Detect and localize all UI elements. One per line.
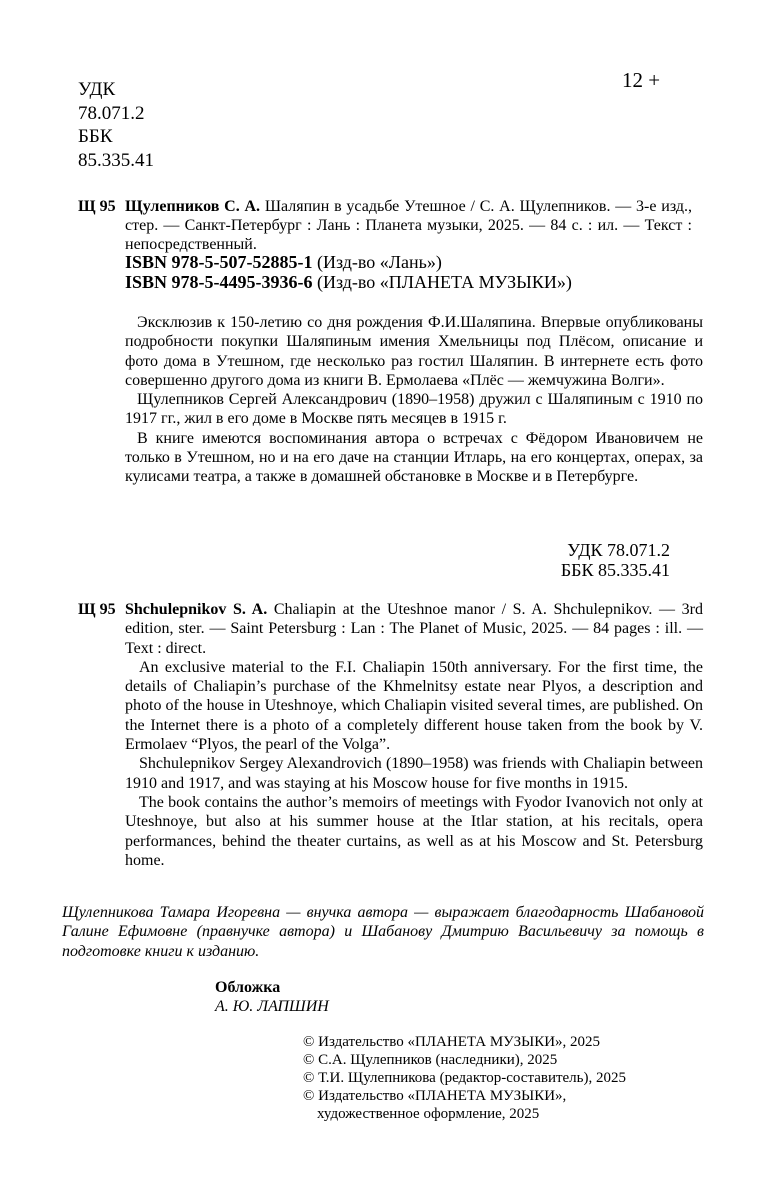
abstract-ru-paragraph: В книге имеются воспоминания автора о встречах с Фёдором Ивановичем не только в Утешном, но и на его даче на станции Итларь, на его концертах, операх, за кулисами театра, а также в домашней обстановке в Москве и в Петербурге. <box>125 429 703 486</box>
cover-artist: А. Ю. ЛАПШИН <box>215 998 329 1015</box>
copyright-line: © Издательство «ПЛАНЕТА МУЗЫКИ», 2025 <box>303 1034 601 1050</box>
isbn-line-1 <box>125 252 725 272</box>
classification-block <box>78 78 198 172</box>
abstract-en-paragraph: The book contains the author’s memoirs of meetings with Fyodor Ivanovich not only at Uteshnoye, but also at his summer house at the Itlar station, at his recitals, opera performances, behind the theater curtains, as well as at his Moscow and St. Petersburg home. <box>125 793 703 869</box>
udk-label: УДК <box>78 79 116 100</box>
abstract-en-paragraph: An exclusive material to the F.I. Chaliapin 150th anniversary. For the first time, the details of Chaliapin’s purchase of the Khmelnitsy estate near Plyos, a description and photo of the house in Uteshnoye, which Chaliapin visited several times, are published. On the Internet there is a photo of a completely different house taken from the book by V. Ermolaev “Plyos, the pearl of the Volga”. <box>125 658 703 754</box>
copyright-line: © Т.И. Щулепникова (редактор-составитель), 2025 <box>303 1070 627 1086</box>
copyright-block <box>303 1033 723 1123</box>
bibliographic-record-ru <box>125 197 692 254</box>
udk-bbk-right <box>540 540 670 580</box>
isbn-block <box>125 252 725 292</box>
copyright-line: © С.А. Щулепников (наследники), 2025 <box>303 1052 558 1068</box>
biblio-en-header <box>125 600 703 658</box>
acknowledgement: Щулепникова Тамара Игоревна — внучка автора — выражает благодарность Шабановой Галине Ефимовне (правнучке автора) и Шабанову Дмитрию Васильевичу за помощь в подготовке книги к изданию. <box>62 904 704 960</box>
author-name-en: Shchulepnikov S. A. <box>125 601 268 618</box>
author-sign-en: Щ 95 <box>78 601 116 618</box>
bbk-label: ББК <box>78 126 113 147</box>
isbn-1-publisher: (Изд-во «Лань») <box>312 252 442 272</box>
abstract-en-paragraph: Shchulepnikov Sergey Alexandrovich (1890–1958) was friends with Chaliapin between 1910 and 1917, and was staying at his Moscow house for five months in 1915. <box>125 755 703 792</box>
bbk-code: 85.335.41 <box>78 149 154 171</box>
isbn-2-publisher: (Изд-во «ПЛАНЕТА МУЗЫКИ») <box>312 272 572 292</box>
abstract-ru-paragraph: Щулепников Сергей Александрович (1890–1958) дружил с Шаляпиным с 1910 по 1917 гг., жил в его доме в Москве пять месяцев в 1915 г. <box>125 391 703 428</box>
abstract-ru <box>125 313 703 487</box>
bbk-right: ББК 85.335.41 <box>560 560 670 580</box>
abstract-ru-paragraph: Эксклюзив к 150-летию со дня рождения Ф.И.Шаляпина. Впервые опубликованы подробности покупки Шаляпиным имения Хмельницы под Плёсом, описание и фото дома в Утешном, где несколько раз гостил Шаляпин. В интернете есть фото совершенно другого дома из книги В. Ермолаева «Плёс — жемчужина Волги». <box>125 314 703 389</box>
cover-title: Обложка <box>215 979 281 996</box>
copyright-line: художественное оформление, 2025 <box>317 1106 540 1122</box>
isbn-1: ISBN 978-5-507-52885-1 <box>125 252 313 272</box>
author-sign-ru: Щ 95 <box>78 198 116 215</box>
biblio-text-en: Chaliapin at the Uteshnoe manor / S. A. Shchulepnikov. — 3rd edition, ster. — Saint Petersburg : Lan : The Planet of Music, 2025. — 84 pages : ill. — Text : direct. <box>125 601 704 657</box>
isbn-2: ISBN 978-5-4495-3936-6 <box>125 272 313 292</box>
copyright-line: © Издательство «ПЛАНЕТА МУЗЫКИ», <box>303 1088 567 1104</box>
udk-code: 78.071.2 <box>78 102 145 124</box>
bibliographic-record-en <box>125 600 703 870</box>
author-name-ru: Щулепников С. А. <box>125 198 261 215</box>
isbn-line-2 <box>125 272 725 292</box>
udk-right: УДК 78.071.2 <box>567 540 670 560</box>
age-rating: 12 + <box>622 68 661 92</box>
biblio-text-ru: Шаляпин в усадьбе Утешное / С. А. Щулепников. — 3-е изд., стер. — Санкт-Петербург : Лань : Планета музыки, 2025. — 84 с. : ил. — Текст : непосредственный. <box>125 198 692 253</box>
